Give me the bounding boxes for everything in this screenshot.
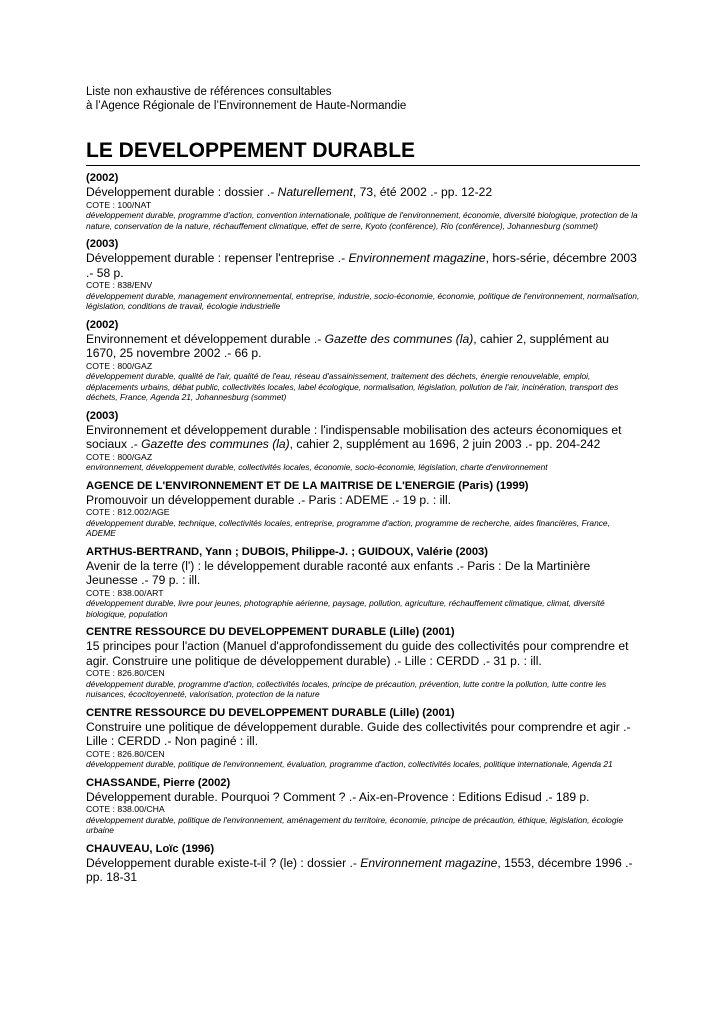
citation-text: Environnement et développement durable : l'indispensable mobilisation des acteurs économiques et sociaux .-: [86, 422, 622, 451]
reference-entry: [86, 546, 640, 620]
citation-details: , cahier 2, supplément au 1696, 2 juin 2003 .- pp. 204-242: [289, 437, 601, 451]
citation-text: Avenir de la terre (l') : le développement durable raconté aux enfants .- Paris : De la Martinière Jeunesse .- 79 p. : ill.: [86, 558, 591, 587]
entry-heading: CENTRE RESSOURCE DU DEVELOPPEMENT DURABLE (Lille) (2001): [86, 626, 455, 638]
call-number: COTE : 812.002/AGE: [86, 507, 170, 517]
entry-heading: (2003): [86, 238, 119, 250]
reference-entry: [86, 480, 640, 539]
keywords: environnement, développement durable, collectivités locales, économie, socio-économie, législation, charte d'environnement: [86, 462, 548, 472]
journal-title: Naturellement: [277, 185, 353, 199]
keywords: développement durable, qualité de l'air, qualité de l'eau, réseau d'assainissement, traitement des déchets, énergie renouvelable, emploi, déplacements urbains, débat public, collectivités locales, label écologique, normalisation, législation, pollution de l'air, incinération, transport des déchets, France, Agenda 21, Johannesburg (sommet): [86, 371, 619, 402]
journal-title: Gazette des communes (la): [141, 437, 290, 451]
entry-heading: CHAUVEAU, Loïc (1996): [86, 842, 215, 855]
entry-heading: AGENCE DE L'ENVIRONNEMENT ET DE LA MAITRISE DE L'ENERGIE (Paris) (1999): [86, 479, 529, 492]
reference-entry: [86, 626, 640, 700]
reference-entry: [86, 238, 640, 312]
header-line-2: à l’Agence Régionale de l’Environnement de Haute-Normandie: [86, 100, 407, 112]
entry-citation: [86, 332, 640, 361]
call-number: COTE : 800/GAZ: [86, 360, 153, 371]
entry-heading: (2002): [86, 318, 119, 331]
citation-text: Environnement et développement durable .-: [86, 331, 325, 346]
keywords: développement durable, politique de l'environnement, aménagement du territoire, économie, principe de précaution, éthique, législation, écologie urbaine: [86, 814, 624, 835]
citation-text: Développement durable : dossier .-: [86, 185, 278, 199]
reference-list: [86, 172, 640, 885]
entry-heading: (2003): [86, 409, 119, 422]
reference-entry: [86, 410, 640, 473]
citation-details: , 73, été 2002 .- pp. 12-22: [352, 185, 493, 199]
keywords: développement durable, programme d'action, convention internationale, politique de l'environnement, économie, diversité biologique, protection de la nature, conservation de la nature, réchauffement climatique, effet de serre, Kyoto (conférence), Rio (conférence), Johannesburg (sommet): [86, 210, 638, 231]
entry-citation: [86, 720, 640, 749]
entry-citation: [86, 856, 640, 885]
header-line-1: Liste non exhaustive de références consultables: [86, 86, 332, 98]
call-number: COTE : 826.80/CEN: [86, 668, 165, 678]
citation-text: Développement durable : repenser l'entreprise .-: [86, 251, 349, 265]
journal-title: Gazette des communes (la): [324, 331, 474, 346]
entry-citation: [86, 790, 640, 805]
citation-text: Développement durable. Pourquoi ? Comment ? .- Aix-en-Provence : Editions Edisud .- 189 p.: [86, 789, 590, 804]
keywords: développement durable, technique, collectivités locales, entreprise, programme d'action, programme de recherche, aides financières, France, ADEME: [86, 517, 610, 538]
reference-entry: [86, 707, 640, 770]
citation-details: , cahier 2, supplément au 1670, 25 novembre 2002 .- 66 p.: [86, 331, 610, 360]
entry-citation: [86, 251, 640, 280]
entry-citation: [86, 423, 640, 452]
reference-entry: [86, 172, 640, 231]
call-number: COTE : 826.80/CEN: [86, 748, 165, 759]
citation-text: Développement durable existe-t-il ? (le) : dossier .-: [86, 855, 361, 870]
entry-citation: [86, 185, 640, 200]
keywords: développement durable, programme d'action, collectivités locales, principe de précaution, prévention, lutte contre la pollution, lutte contre les nuisances, écocitoyenneté, valorisation, protection de la nature: [86, 678, 607, 699]
document-page: [86, 85, 640, 892]
reference-entry: [86, 843, 640, 885]
reference-entry: [86, 319, 640, 403]
keywords: développement durable, livre pour jeunes, photographie aérienne, paysage, pollution, agriculture, réchauffement climatique, climat, diversité biologique, population: [86, 598, 605, 619]
citation-text: Construire une politique de développement durable. Guide des collectivités pour comprendre et agir .- Lille : CERDD .- Non paginé : ill.: [86, 719, 631, 748]
page-title: LE DEVELOPPEMENT DURABLE: [86, 139, 640, 166]
entry-citation: [86, 559, 640, 588]
entry-citation: [86, 493, 640, 508]
call-number: COTE : 838.00/ART: [86, 587, 164, 598]
keywords: développement durable, politique de l'environnement, évaluation, programme d'action, collectivités locales, politique internationale, Agenda 21: [86, 759, 613, 769]
keywords: développement durable, management environnemental, entreprise, industrie, socio-économie, économie, politique de l'environnement, normalisation, législation, conditions de travail, écologie industrielle: [86, 290, 640, 311]
citation-text: 15 principes pour l'action (Manuel d'approfondissement du guide des collectivités pour comprendre et agir. Construire une politique de développement durable) .- Lille : CERDD .- 31 p. : ill.: [86, 639, 629, 668]
call-number: COTE : 800/GAZ: [86, 451, 153, 462]
entry-citation: [86, 639, 640, 668]
journal-title: Environnement magazine: [348, 251, 486, 265]
citation-text: Promouvoir un développement durable .- Paris : ADEME .- 19 p. : ill.: [86, 492, 451, 507]
citation-details: , hors-série, décembre 2003 .- 58 p.: [86, 251, 637, 280]
entry-heading: CENTRE RESSOURCE DU DEVELOPPEMENT DURABLE (Lille) (2001): [86, 706, 455, 719]
citation-details: , 1553, décembre 1996 .- pp. 18-31: [86, 855, 633, 884]
call-number: COTE : 100/NAT: [86, 199, 152, 210]
entry-heading: ARTHUS-BERTRAND, Yann ; DUBOIS, Philippe-J. ; GUIDOUX, Valérie (2003): [86, 545, 488, 558]
journal-title: Environnement magazine: [360, 855, 498, 870]
entry-heading: CHASSANDE, Pierre (2002): [86, 776, 231, 789]
reference-entry: [86, 777, 640, 836]
entry-heading: (2002): [86, 172, 119, 184]
call-number: COTE : 838/ENV: [86, 280, 153, 290]
call-number: COTE : 838.00/CHA: [86, 804, 165, 814]
